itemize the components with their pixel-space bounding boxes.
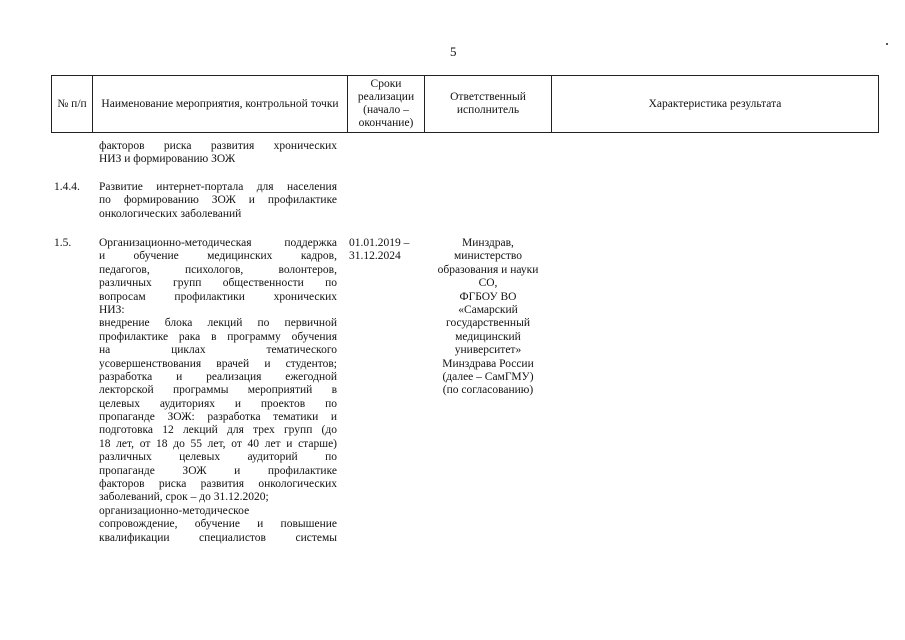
name-line: целевых аудиториях и проектов по <box>99 397 337 410</box>
name-line: по формированию ЗОЖ и профилактике <box>99 194 337 207</box>
row-1-number: 1.4.4. <box>54 181 80 193</box>
name-line: лекторской программы мероприятий в <box>99 384 337 397</box>
row-2-number: 1.5. <box>54 237 72 249</box>
name-line: факторов риска развития онкологических <box>99 478 337 491</box>
responsible-line: Минздрава России <box>442 357 534 370</box>
scan-speck <box>886 43 888 45</box>
row-0-name <box>99 140 337 167</box>
name-line: внедрение блока лекций по первичной <box>99 317 337 330</box>
name-line: НИЗ: <box>99 303 125 316</box>
row-1-name <box>99 181 337 221</box>
responsible-line: ФГБОУ ВО <box>459 290 517 303</box>
name-line: разработка и реализация ежегодной <box>99 370 337 383</box>
date-start: 01.01.2019 – <box>349 237 410 249</box>
name-line: различных групп общественности по <box>99 277 337 290</box>
name-line: Развитие интернет-портала для населения <box>99 181 337 193</box>
responsible-line: (далее – СамГМУ) <box>442 370 534 383</box>
responsible-line: министерство <box>454 250 522 263</box>
responsible-line: университет» <box>454 344 522 357</box>
name-line: различных целевых аудиторий по <box>99 451 337 464</box>
date-end: 31.12.2024 <box>349 250 401 263</box>
table-header <box>51 75 879 133</box>
page-number: 5 <box>450 44 457 59</box>
responsible-line: государственный <box>446 317 530 330</box>
name-line: пропаганде ЗОЖ: разработка тематики и <box>99 411 337 424</box>
name-line: профилактике рака в программу обучения <box>99 330 337 343</box>
row-2-dates <box>349 237 429 264</box>
name-line: на циклах тематического <box>99 344 337 357</box>
header-col-result: Характеристика результата <box>552 76 879 133</box>
responsible-line: СО, <box>478 277 498 290</box>
name-line: педагогов, психологов, волонтеров, <box>99 263 337 276</box>
responsible-line: медицинский <box>455 330 521 343</box>
name-line: квалификации специалистов системы <box>99 531 337 544</box>
name-line: организационно-методическое <box>99 504 250 517</box>
name-line: онкологических заболеваний <box>99 207 242 220</box>
name-line: Организационно-методическая поддержка <box>99 237 337 249</box>
name-line: 18 лет, от 18 до 55 лет, от 40 лет и старше) <box>99 437 337 450</box>
name-line: усовершенствования врачей и студентов; <box>99 357 337 370</box>
name-line: подготовка 12 лекций для трех групп (до <box>99 424 337 437</box>
name-line: заболеваний, срок – до 31.12.2020; <box>99 491 269 504</box>
row-2-responsible <box>428 237 548 398</box>
header-col-responsible: Ответственный исполнитель <box>425 76 552 133</box>
name-line: пропаганде ЗОЖ и профилактике <box>99 464 337 477</box>
name-line: факторов риска развития хронических <box>99 140 337 152</box>
header-col-name: Наименование мероприятия, контрольной точки <box>93 76 348 133</box>
responsible-line: Минздрав, <box>462 237 514 249</box>
responsible-line: (по согласованию) <box>442 384 534 397</box>
responsible-line: «Самарский <box>458 303 518 316</box>
header-col-num: № п/п <box>52 76 93 133</box>
header-col-dates: Сроки реализации (начало – окончание) <box>348 76 425 133</box>
name-line: и обучение медицинских кадров, <box>99 250 337 263</box>
name-line: НИЗ и формированию ЗОЖ <box>99 153 236 166</box>
name-line: сопровождение, обучение и повышение <box>99 518 337 531</box>
responsible-line: образования и науки <box>437 263 539 276</box>
name-line: вопросам профилактики хронических <box>99 290 337 303</box>
row-2-name <box>99 237 337 545</box>
